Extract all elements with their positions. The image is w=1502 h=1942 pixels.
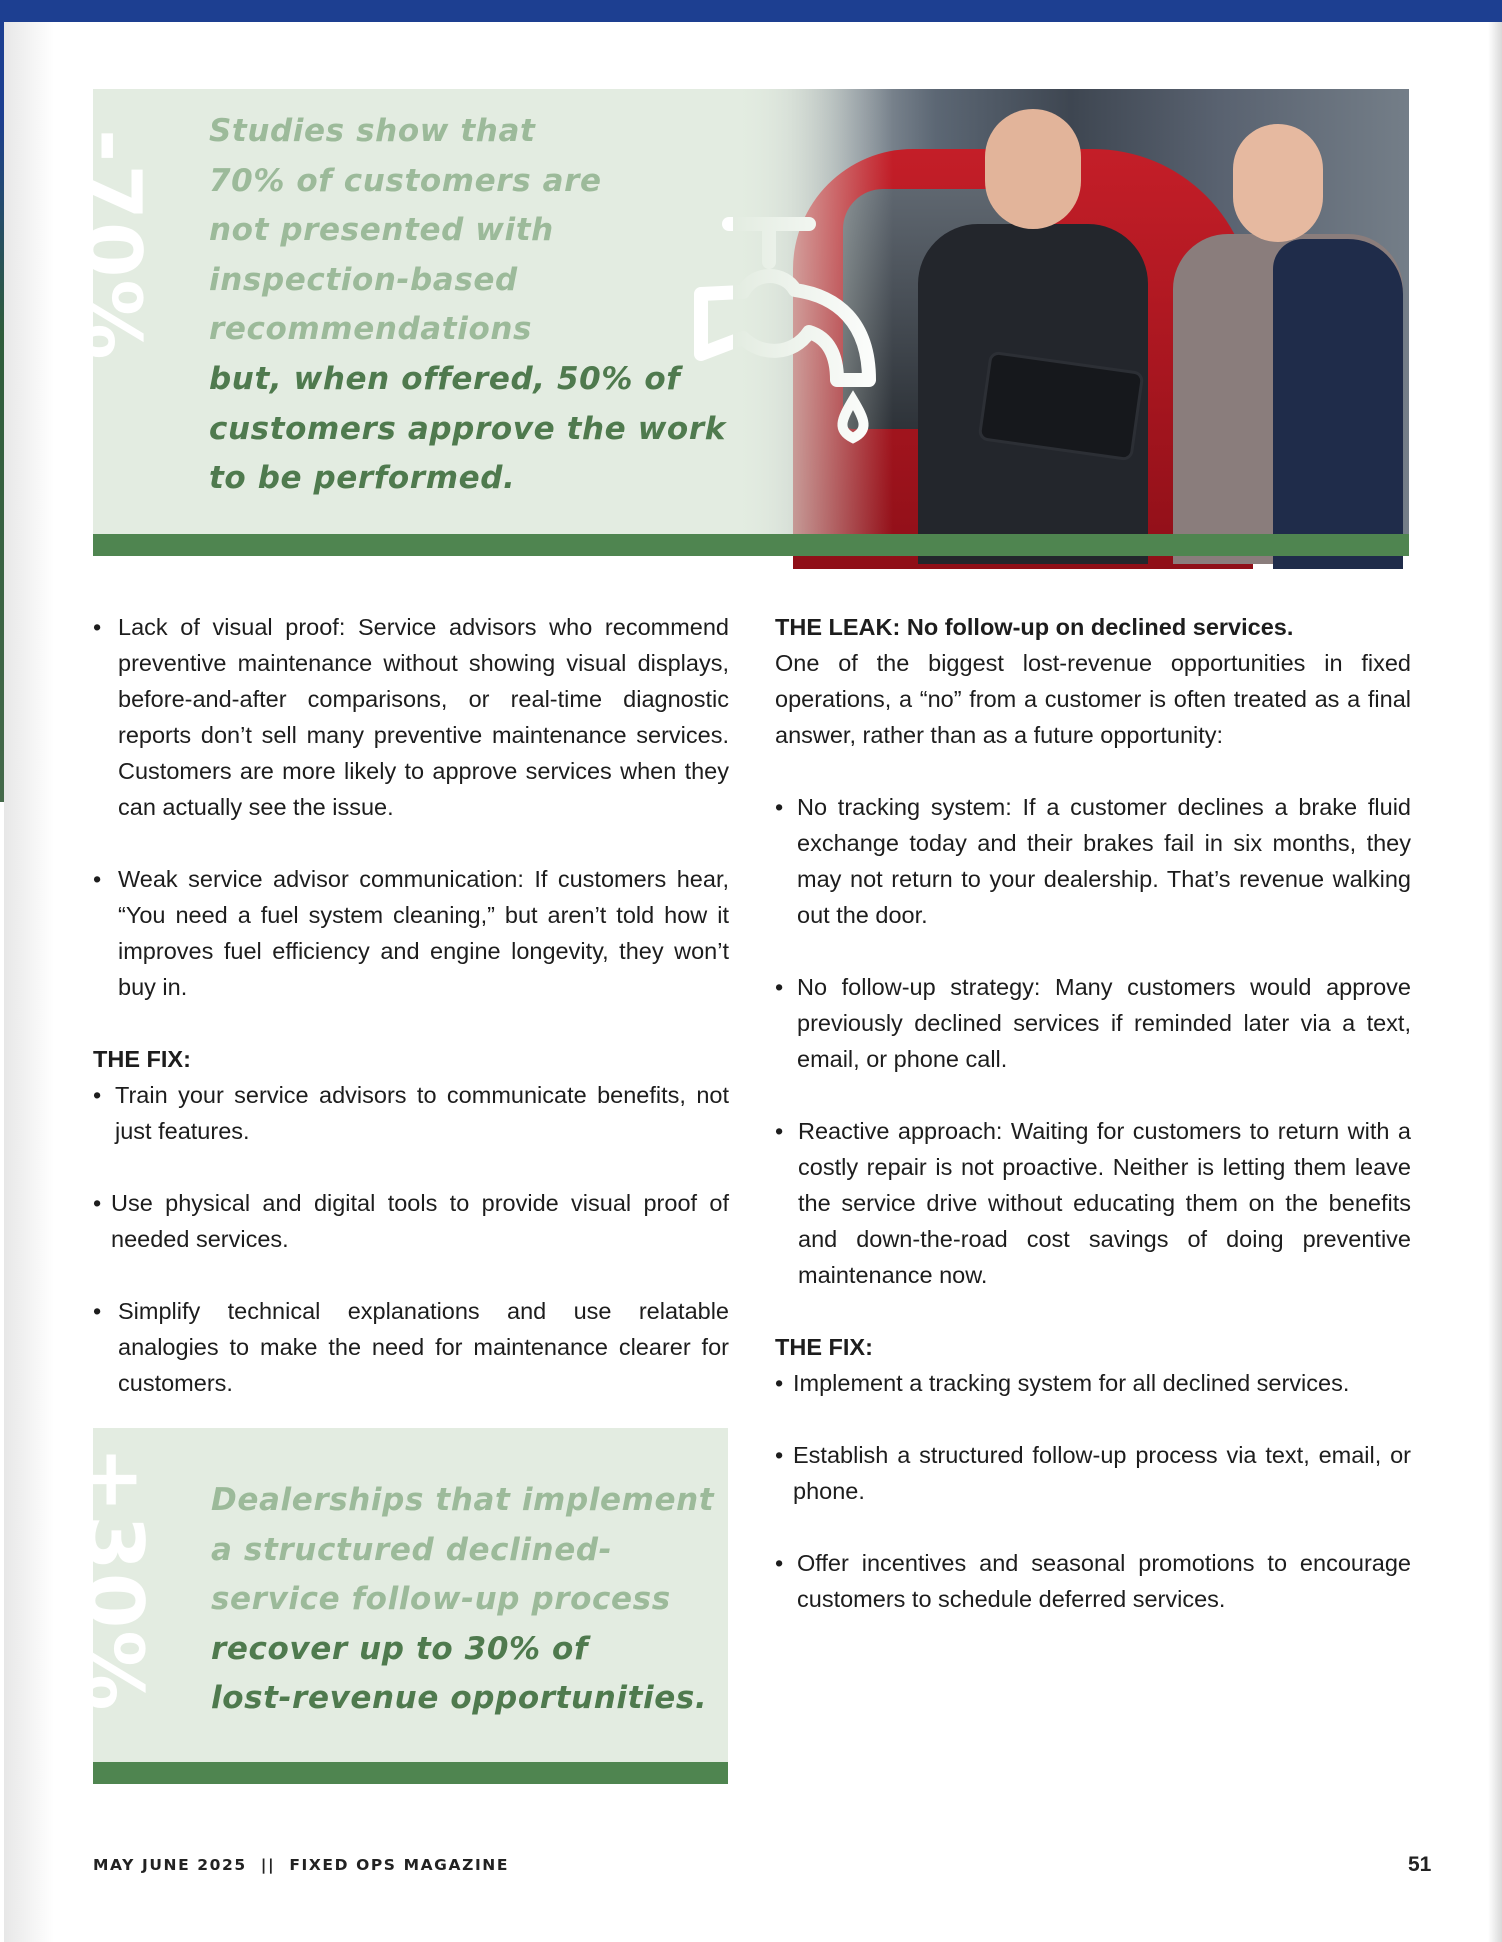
callout-line-emphasis: recover up to 30% of (211, 1630, 589, 1667)
callout-line: a structured declined- (211, 1531, 613, 1568)
leak-heading: THE LEAK: No follow-up on declined services. (775, 614, 1294, 640)
list-item: • Use physical and digital tools to provide visual proof of needed services. (93, 1185, 729, 1257)
callout-line: service follow-up process (211, 1581, 671, 1618)
list-item-text: Reactive approach: Waiting for customers to return with a costly repair is not proactive. Neither is letting them leave the service drive without educating them on the benefits and down-the-road cost savings of doing preventive maintenance now. (798, 1118, 1411, 1288)
callout-line-emphasis: but, when offered, 50% of (209, 360, 681, 397)
fix-heading: THE FIX: (775, 1334, 873, 1360)
list-item: • Weak service advisor communication: If customers hear, “You need a fuel system cleaning,” but aren’t told how it improves fuel efficiency and engine longevity, they won’t buy in. (93, 861, 729, 1005)
page-number: 51 (1408, 1853, 1432, 1876)
list-item: • Reactive approach: Waiting for customers to return with a costly repair is not proactive. Neither is letting them leave the service drive without educating them on the benefits and down-the-road cost savings of doing preventive maintenance now. (775, 1113, 1411, 1293)
list-item-text: Offer incentives and seasonal promotions to encourage customers to schedule deferred services. (797, 1550, 1411, 1612)
list-item-text: Establish a structured follow-up process via text, email, or phone. (793, 1442, 1411, 1504)
callout-line-emphasis: lost-revenue opportunities. (211, 1680, 708, 1717)
fix-heading: THE FIX: (93, 1046, 191, 1072)
footer-publication: MAY JUNE 2025 || FIXED OPS MAGAZINE (93, 1856, 510, 1874)
callout-bottom-band (93, 1762, 728, 1784)
callout-line: Dealerships that implement (211, 1482, 715, 1518)
callout-bottom-text (211, 1476, 714, 1724)
stat-callout-bottom (67, 1428, 728, 1784)
list-item: • Offer incentives and seasonal promotions to encourage customers to schedule deferred services. (775, 1545, 1411, 1617)
list-item-text: Use physical and digital tools to provide visual proof of needed services. (111, 1190, 729, 1252)
list-item: • Lack of visual proof: Service advisors who recommend preventive maintenance without showing visual displays, before-and-after comparisons, or real-time diagnostic reports don’t sell many preventive maintenance services. Customers are more likely to approve services when they can actually see the issue. (93, 609, 729, 825)
stat-big-number: +30% (67, 1446, 160, 1713)
list-item-text: Lack of visual proof: Service advisors who recommend preventive maintenance without showing visual displays, before-and-after comparisons, or real-time diagnostic reports don’t sell many preventive maintenance services. Customers are more likely to approve services when they can actually see the issue. (118, 614, 729, 820)
left-column (93, 609, 729, 1401)
callout-top-text (209, 107, 726, 504)
page-edge-shadow (1488, 22, 1502, 1942)
stat-big-number: -70% (65, 129, 158, 362)
callout-line: Studies show that (209, 113, 536, 149)
stat-callout-top (65, 89, 1409, 556)
previous-page-edge (0, 22, 4, 802)
callout-line-emphasis: to be performed. (209, 460, 516, 497)
list-item: • Implement a tracking system for all declined services. (775, 1365, 1411, 1401)
list-item: • No tracking system: If a customer declines a brake fluid exchange today and their brakes fail in six months, they may not return to your dealership. That’s revenue walking out the door. (775, 789, 1411, 933)
list-item-text: No tracking system: If a customer declines a brake fluid exchange today and their brakes fail in six months, they may not return to your dealership. That’s revenue walking out the door. (797, 794, 1411, 928)
leak-intro: One of the biggest lost-revenue opportunities in fixed operations, a “no” from a customer is often treated as a final answer, rather than as a future opportunity: (775, 650, 1411, 748)
callout-line: not presented with (209, 212, 554, 249)
list-item-text: Simplify technical explanations and use relatable analogies to make the need for maintenance clearer for customers. (118, 1298, 729, 1396)
list-item: • Establish a structured follow-up process via text, email, or phone. (775, 1437, 1411, 1509)
callout-line: recommendations (209, 311, 533, 348)
right-column (775, 609, 1411, 1617)
service-advisor-photo (733, 89, 1409, 534)
callout-line-emphasis: customers approve the work (209, 410, 726, 447)
advisor-figure (903, 109, 1163, 549)
list-item: • No follow-up strategy: Many customers would approve previously declined services if reminded later via a text, email, or phone call. (775, 969, 1411, 1077)
list-item: • Train your service advisors to communicate benefits, not just features. (93, 1077, 729, 1149)
list-item-text: Train your service advisors to communicate benefits, not just features. (115, 1082, 729, 1144)
list-item: • Simplify technical explanations and use relatable analogies to make the need for maintenance clearer for customers. (93, 1293, 729, 1401)
top-color-bar (0, 0, 1502, 22)
list-item-text: No follow-up strategy: Many customers would approve previously declined services if reminded later via a text, email, or phone call. (797, 974, 1411, 1072)
page-gutter-shadow (4, 22, 54, 1942)
callout-line: 70% of customers are (209, 162, 602, 199)
callout-bottom-band (93, 534, 1409, 556)
callout-line: inspection-based (209, 261, 518, 298)
list-item-text: Weak service advisor communication: If customers hear, “You need a fuel system cleaning,” but aren’t told how it improves fuel efficiency and engine longevity, they won’t buy in. (118, 866, 729, 1000)
list-item-text: Implement a tracking system for all declined services. (793, 1370, 1350, 1396)
customer-figure (1163, 109, 1409, 549)
